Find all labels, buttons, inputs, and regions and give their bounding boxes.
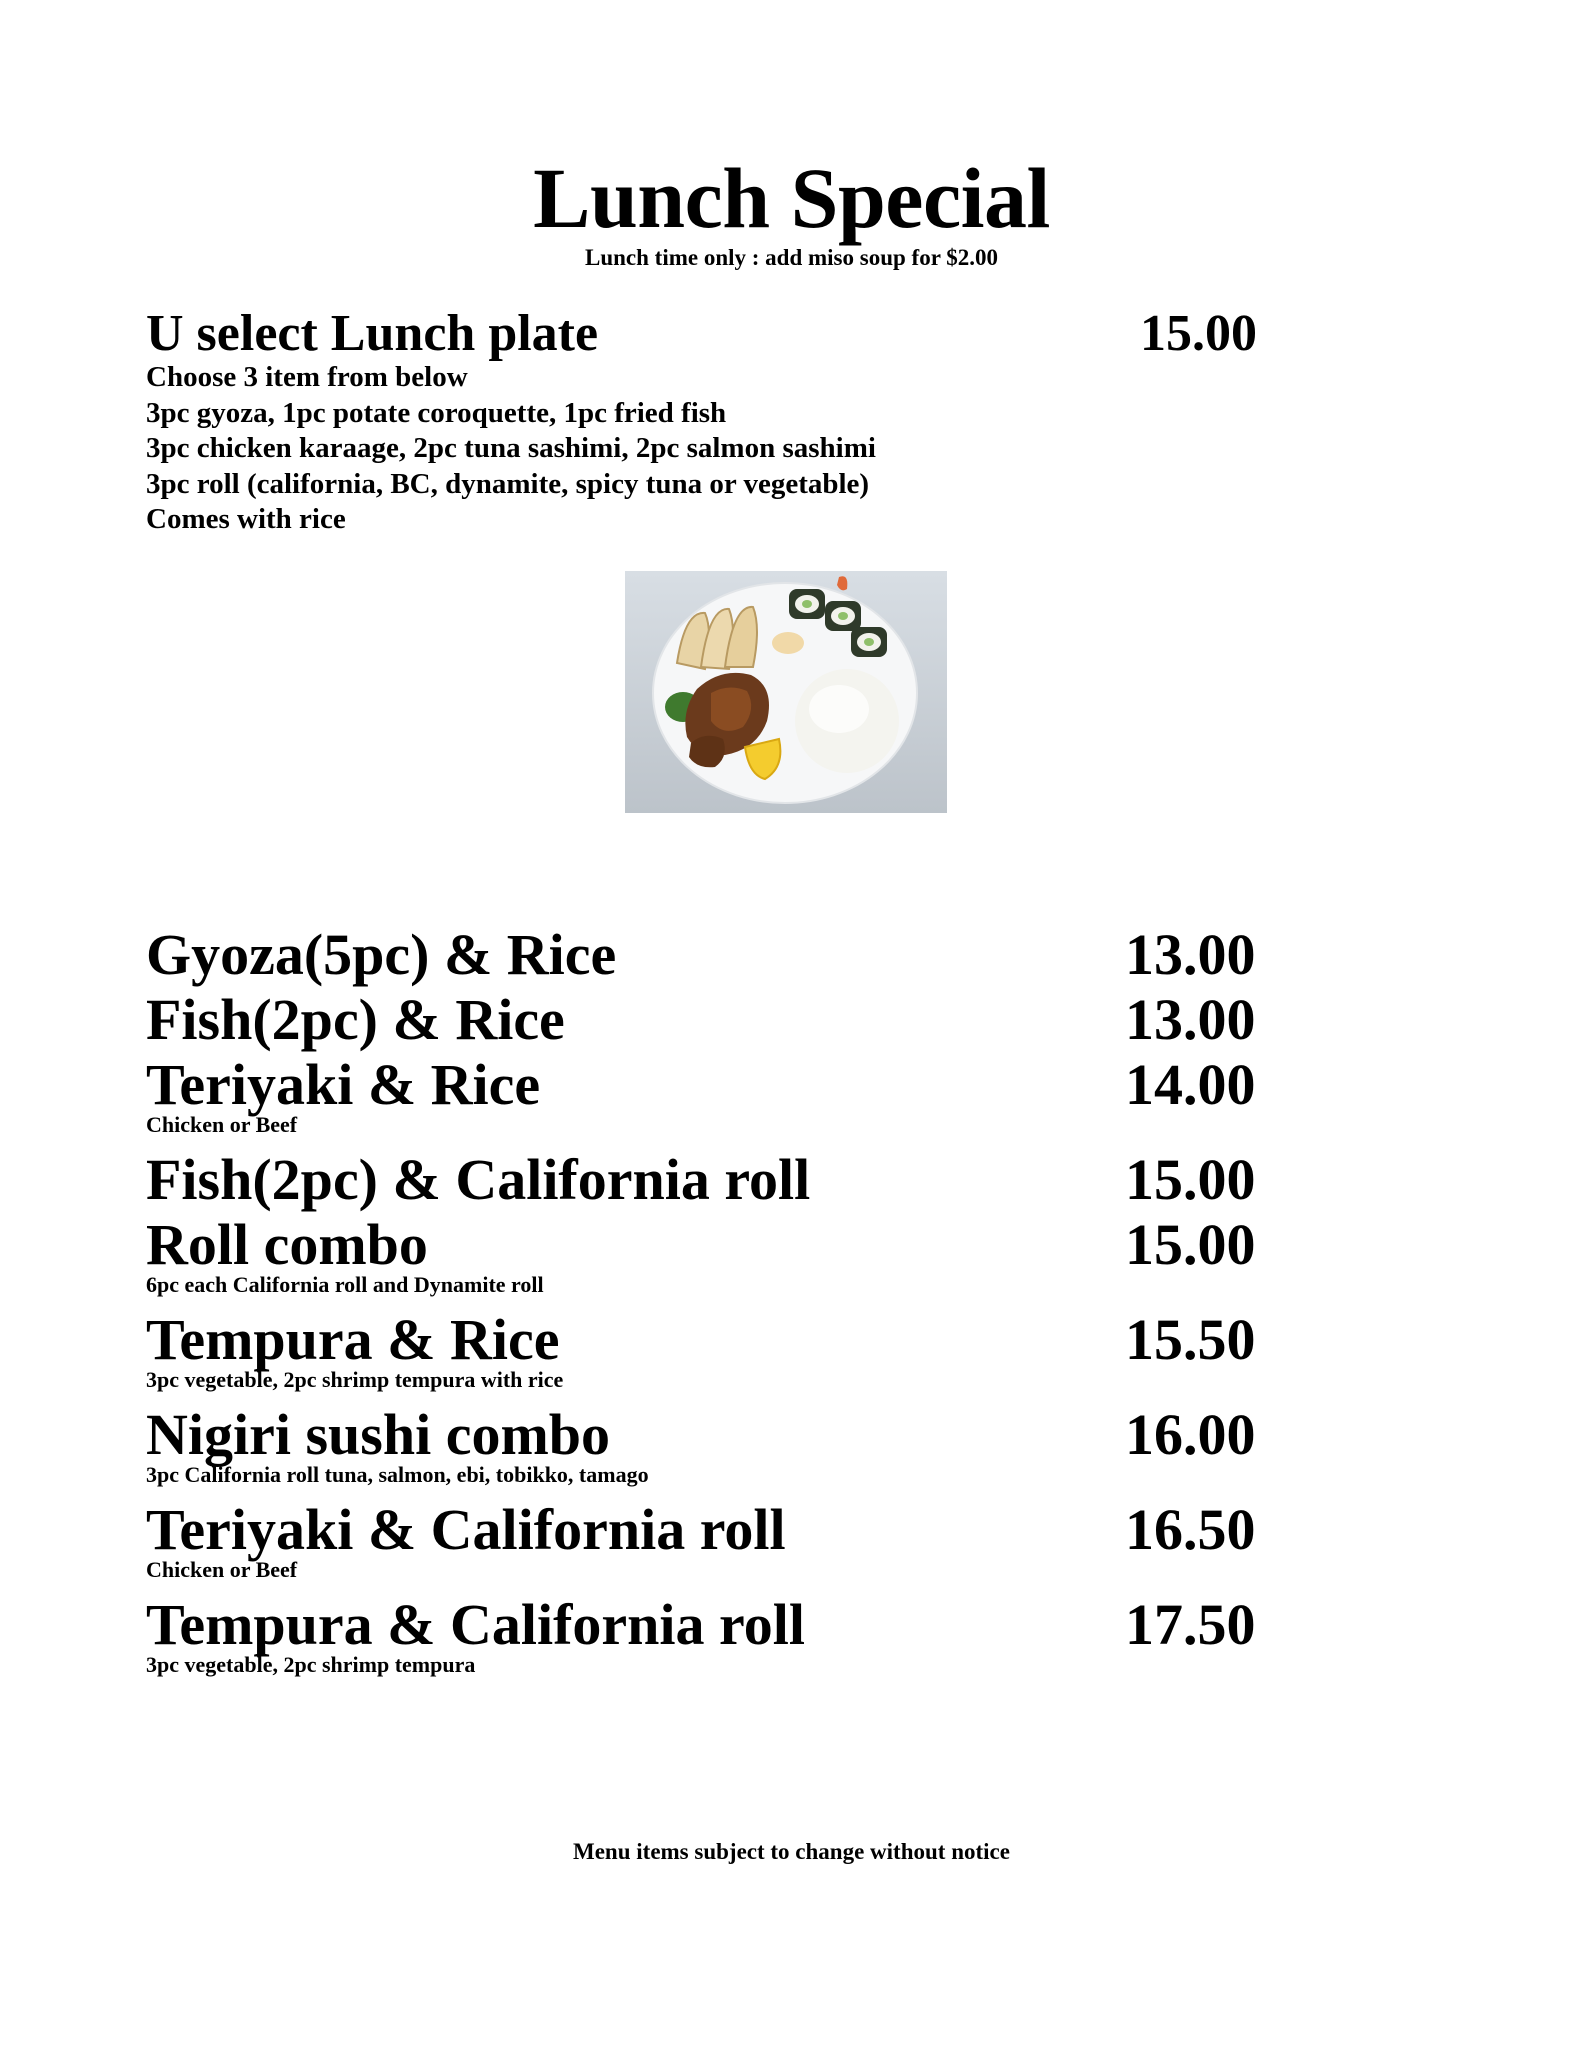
menu-item-description: Chicken or Beef <box>146 1112 298 1137</box>
menu-items-list <box>0 920 1583 1685</box>
featured-detail-line: 3pc chicken karaage, 2pc tuna sashimi, 2pc salmon sashimi <box>146 432 876 464</box>
featured-item-price: 15.00 <box>1140 305 1257 362</box>
featured-detail-line: 3pc gyoza, 1pc potate coroquette, 1pc fried fish <box>146 396 727 429</box>
menu-item-price: 15.00 <box>1125 1147 1256 1212</box>
menu-item-price: 15.00 <box>1125 1212 1256 1277</box>
menu-item-name: Roll combo <box>146 1212 428 1277</box>
menu-item-name: Tempura & California roll <box>146 1592 805 1657</box>
menu-item-description: Chicken or Beef <box>146 1557 298 1582</box>
menu-item-description: 3pc California roll tuna, salmon, ebi, tobikko, tamago <box>146 1462 649 1487</box>
menu-item-price: 16.50 <box>1125 1497 1256 1562</box>
menu-item-price: 15.50 <box>1125 1307 1256 1372</box>
menu-item-price: 17.50 <box>1125 1592 1256 1657</box>
menu-item-description: 3pc vegetable, 2pc shrimp tempura <box>146 1652 476 1677</box>
menu-item-price: 16.00 <box>1125 1402 1256 1467</box>
menu-item-name: Teriyaki & Rice <box>146 1052 541 1117</box>
menu-item <box>0 1145 1583 1210</box>
menu-item <box>0 1590 1583 1685</box>
featured-item-details <box>146 360 876 538</box>
menu-item <box>0 1495 1583 1590</box>
menu-item <box>0 1305 1583 1400</box>
menu-item-price: 14.00 <box>1125 1052 1256 1117</box>
menu-item <box>0 1050 1583 1145</box>
menu-item-name: Gyoza(5pc) & Rice <box>146 922 617 987</box>
featured-item-name: U select Lunch plate <box>146 305 599 362</box>
page-title: Lunch Special <box>533 150 1050 246</box>
featured-detail-line: 3pc roll (california, BC, dynamite, spicy tuna or vegetable) <box>146 467 870 500</box>
menu-item <box>0 920 1583 985</box>
lunch-plate-photo <box>625 571 947 813</box>
menu-item-name: Nigiri sushi combo <box>146 1402 611 1467</box>
menu-item-name: Tempura & Rice <box>146 1307 560 1372</box>
featured-detail-line: Comes with rice <box>146 503 346 535</box>
featured-detail-line: Choose 3 item from below <box>146 361 468 393</box>
menu-item-price: 13.00 <box>1125 987 1256 1052</box>
menu-item-description: 6pc each California roll and Dynamite roll <box>146 1272 544 1297</box>
page-subtitle: Lunch time only : add miso soup for $2.00 <box>584 245 998 270</box>
menu-item <box>0 1400 1583 1495</box>
menu-item <box>0 1210 1583 1305</box>
menu-item-price: 13.00 <box>1125 922 1256 987</box>
footer-note: Menu items subject to change without notice <box>573 1839 1010 1864</box>
menu-item-name: Teriyaki & California roll <box>146 1497 786 1562</box>
menu-item-name: Fish(2pc) & California roll <box>146 1147 811 1212</box>
menu-item-description: 3pc vegetable, 2pc shrimp tempura with rice <box>146 1367 564 1392</box>
menu-item-name: Fish(2pc) & Rice <box>146 987 565 1052</box>
menu-item <box>0 985 1583 1050</box>
